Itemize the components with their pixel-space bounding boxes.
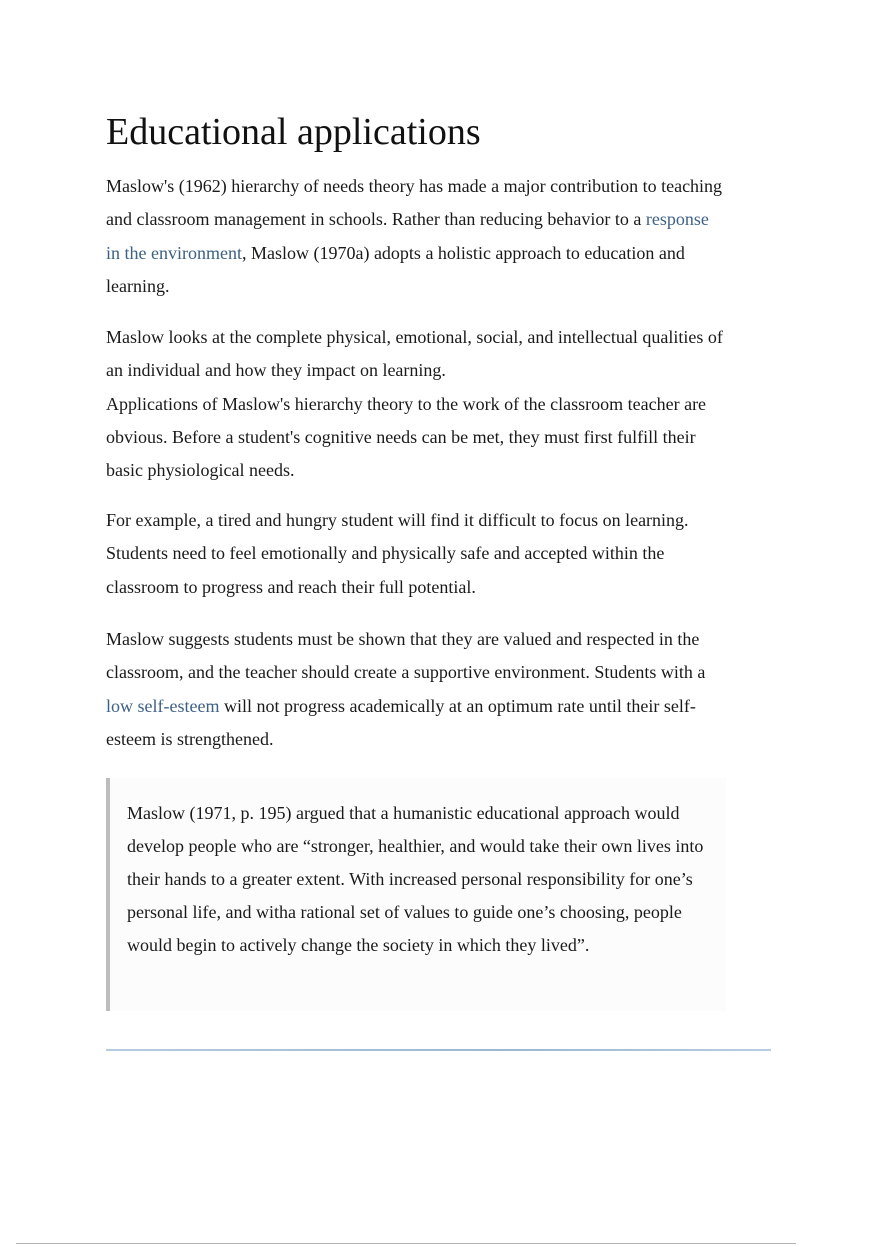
page-title: Educational applications	[106, 111, 481, 153]
paragraph-self-esteem-text-b: will not progress academically at an optimum rate until their self-esteem is strengthened.	[106, 695, 696, 749]
link-response-in-environment[interactable]: response in the environment	[106, 209, 709, 263]
paragraph-holistic-line1: Maslow looks at the complete physical, emotional, social, and intellectual qualities of an individual and how they impact on learning.	[106, 327, 723, 381]
paragraph-self-esteem	[106, 623, 726, 756]
paragraph-self-esteem-text-a: Maslow suggests students must be shown that they are valued and respected in the classroom, and the teacher should create a supportive environment. Students with a	[106, 629, 706, 683]
page-bottom-rule	[16, 1243, 796, 1244]
blockquote-text: Maslow (1971, p. 195) argued that a humanistic educational approach would develop people who are “stronger, healthier, and would take their own lives into their hands to a greater extent. With increased personal responsibility for one’s personal life, and witha rational set of values to guide one’s choosing, people would begin to actively change the society in which they lived”.	[127, 803, 704, 956]
link-low-self-esteem[interactable]: low self-esteem	[106, 695, 220, 716]
blockquote	[106, 778, 726, 1011]
paragraph-holistic-line2: Applications of Maslow's hierarchy theory to the work of the classroom teacher are obvious. Before a student's cognitive needs can be met, they must first fulfill their basic physiological needs.	[106, 393, 707, 481]
paragraph-intro-text-a: Maslow's (1962) hierarchy of needs theory has made a major contribution to teaching and classroom management in schools. Rather than reducing behavior to a	[106, 176, 723, 230]
paragraph-intro	[106, 170, 726, 303]
paragraph-intro-text-b: , Maslow (1970a) adopts a holistic approach to education and learning.	[106, 242, 685, 296]
paragraph-holistic	[106, 321, 726, 487]
section-divider	[106, 1049, 771, 1051]
paragraph-example: For example, a tired and hungry student will find it difficult to focus on learning. Students need to feel emotionally and physically safe and accepted within the classroom to progress and reach their full potential.	[106, 510, 689, 597]
